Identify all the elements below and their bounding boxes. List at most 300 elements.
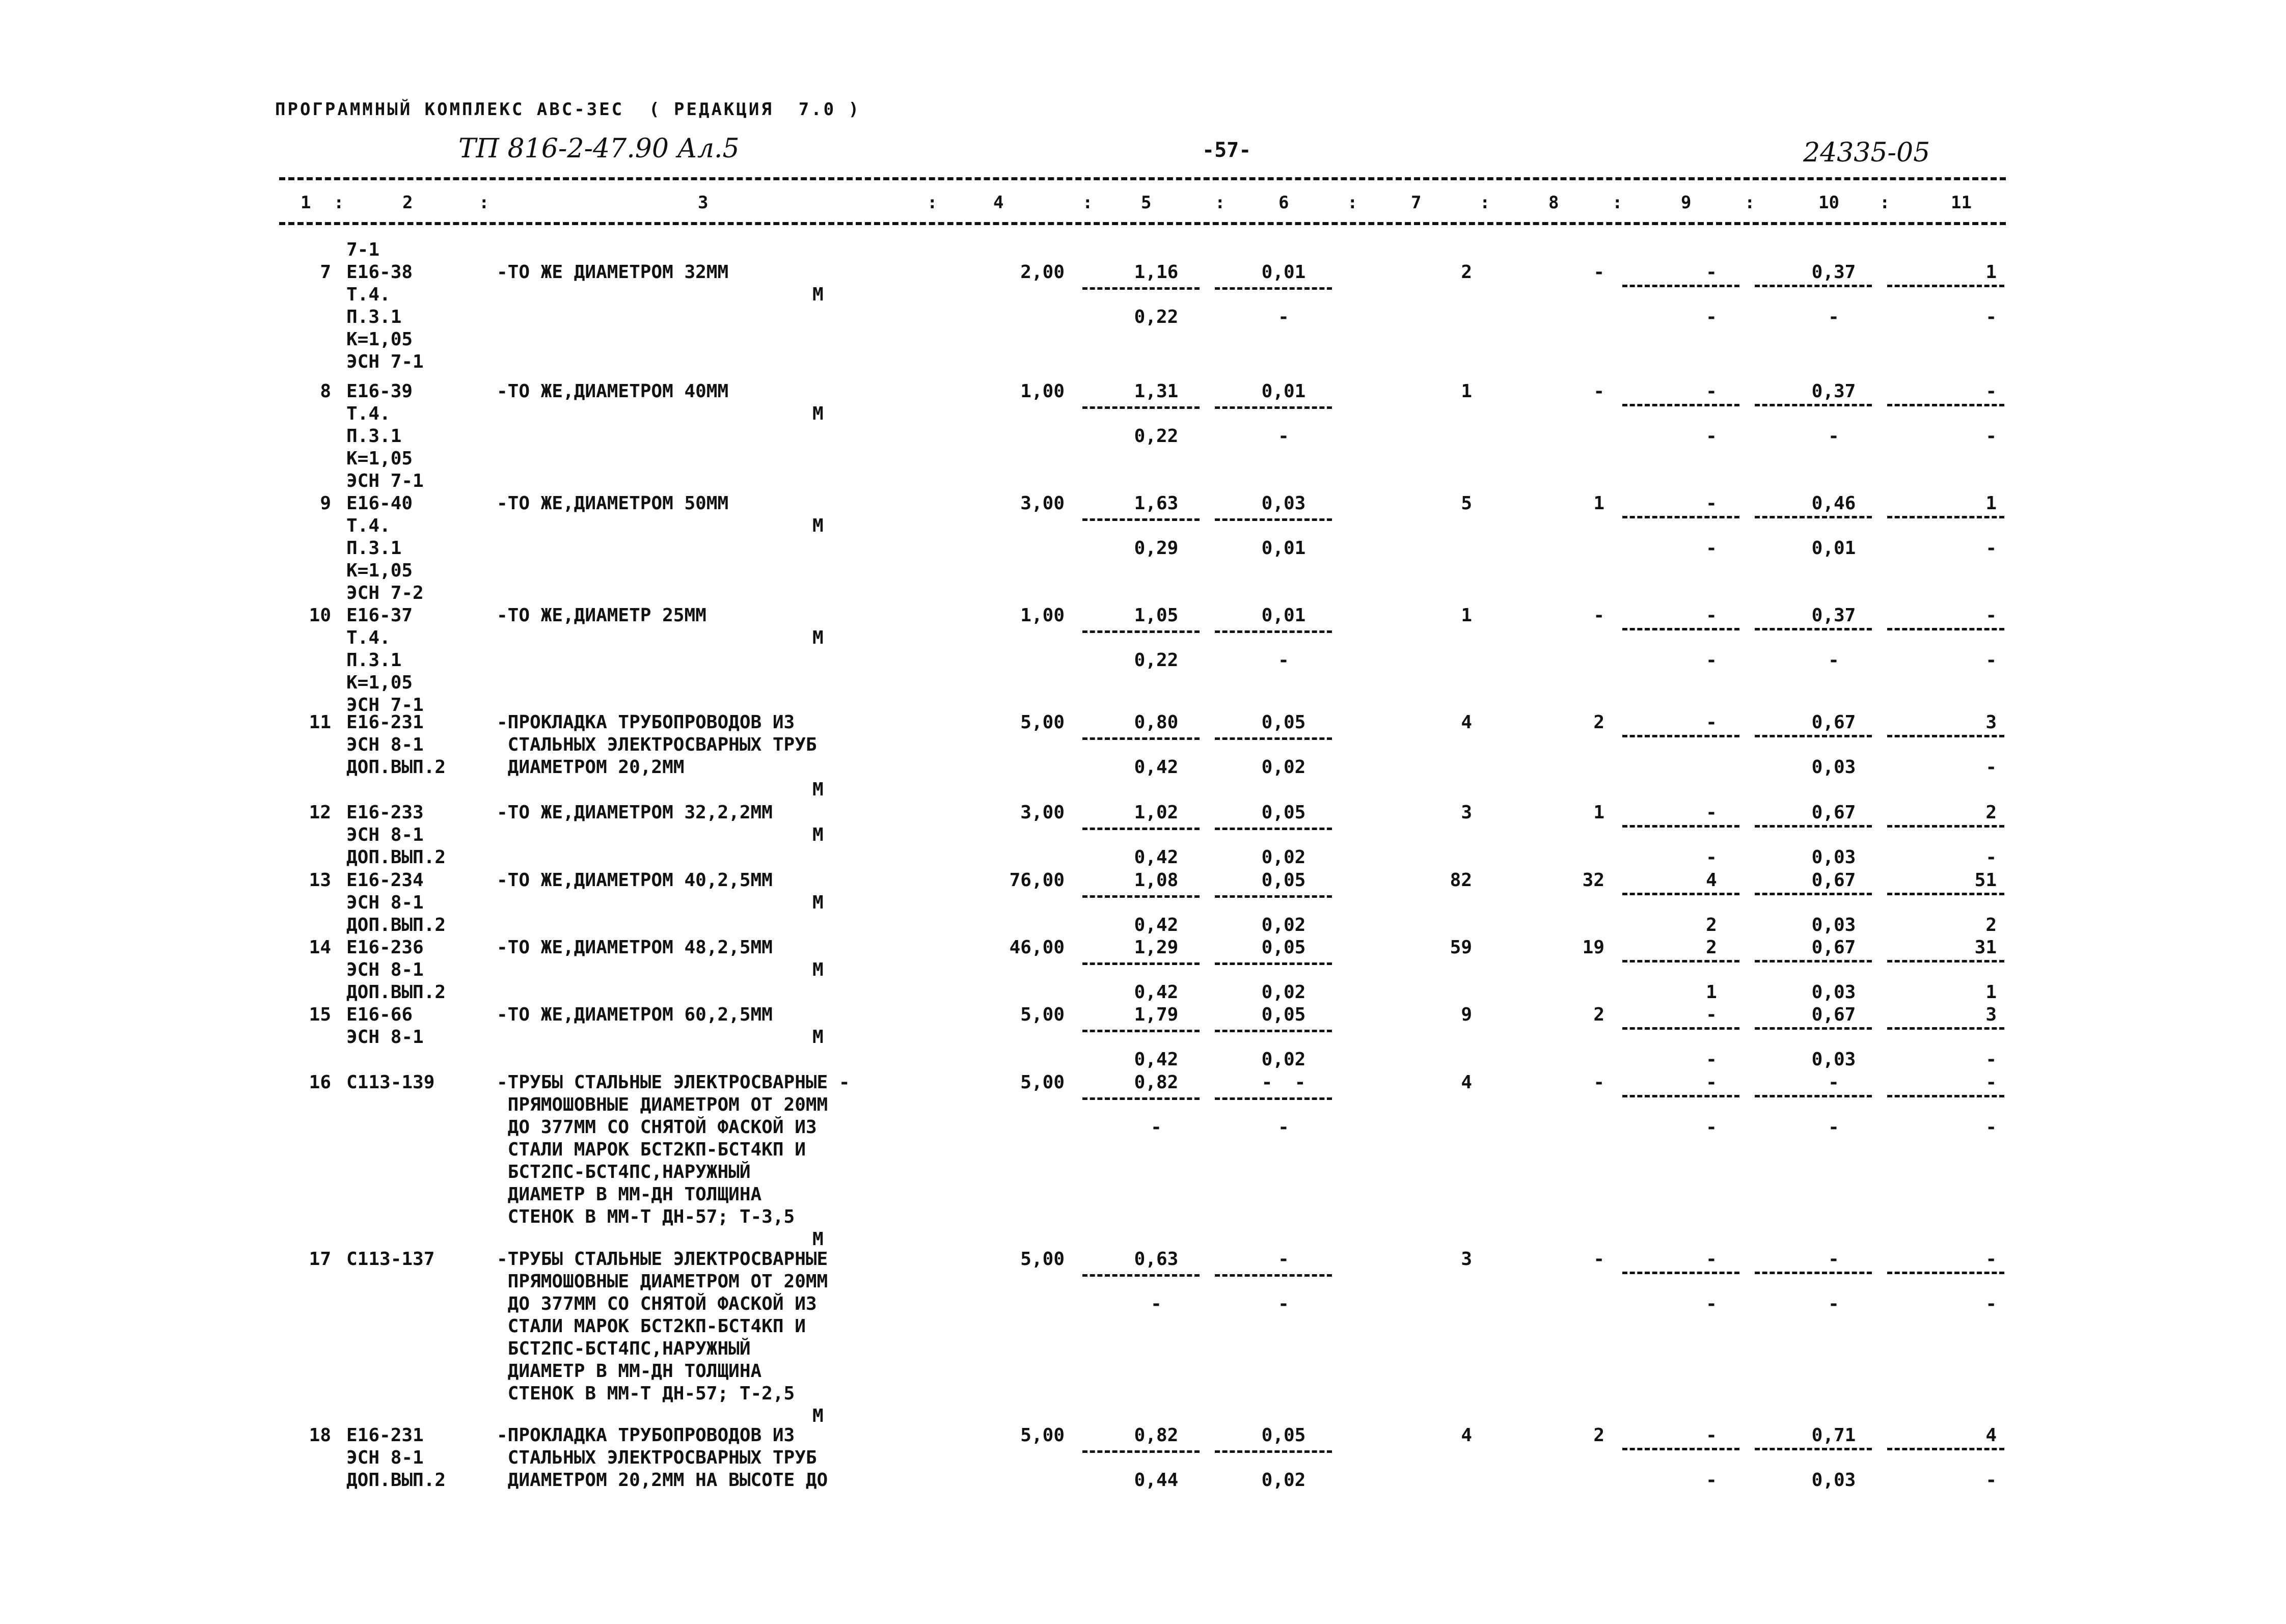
row-unit: М <box>812 892 824 913</box>
row-code: К=1,05 <box>346 448 413 469</box>
col9-lower: - <box>1706 650 1717 671</box>
split-rule <box>1215 1030 1332 1032</box>
col5-upper: 0,63 <box>1134 1249 1179 1270</box>
col6-lower: 0,02 <box>1261 915 1306 935</box>
col9-upper: - <box>1706 712 1717 733</box>
row-number: 12 <box>309 802 331 823</box>
column-separator: : <box>1347 192 1358 213</box>
col5-lower: 0,42 <box>1134 757 1179 778</box>
row-code: ЭСН 8-1 <box>346 892 424 913</box>
col4-quantity: 5,00 <box>1020 1249 1065 1270</box>
row-description: ДО 377ММ СО СНЯТОЙ ФАСКОЙ ИЗ <box>497 1293 817 1314</box>
col9-lower: - <box>1706 426 1717 447</box>
row-description: -ПРОКЛАДКА ТРУБОПРОВОДОВ ИЗ <box>497 712 795 733</box>
col11-lower: - <box>1985 538 1997 559</box>
split-rule <box>1755 825 1872 828</box>
row-unit: М <box>812 959 824 980</box>
col11-lower: - <box>1985 1117 1997 1138</box>
col5-upper: 1,02 <box>1134 802 1179 823</box>
split-rule <box>1215 406 1332 409</box>
row-unit: М <box>812 403 824 424</box>
col4-quantity: 1,00 <box>1020 605 1065 626</box>
col10-lower: 0,03 <box>1811 982 1856 1003</box>
column-number: 7 <box>1411 192 1422 213</box>
col11-lower: - <box>1985 1470 1997 1491</box>
col11-upper: - <box>1985 605 1997 626</box>
row-code: Е16-231 <box>346 1425 424 1446</box>
col9-lower: - <box>1706 1293 1717 1314</box>
row-number: 9 <box>320 493 331 514</box>
col4-quantity: 5,00 <box>1020 1004 1065 1025</box>
row-description: СТЕНОК В ММ-Т ДН-57; Т-2,5 <box>497 1383 795 1404</box>
col10-upper: 0,67 <box>1811 1004 1856 1025</box>
col7-value: 3 <box>1461 1249 1472 1270</box>
row-code: ЭСН 8-1 <box>346 824 424 845</box>
row-description: -ТО ЖЕ,ДИАМЕТР 25ММ <box>497 605 706 626</box>
split-rule <box>1887 735 2004 737</box>
row-code: ДОП.ВЫП.2 <box>346 982 446 1003</box>
col6-lower: 0,02 <box>1261 1049 1306 1070</box>
column-separator: : <box>334 192 344 213</box>
split-rule <box>1215 1450 1332 1453</box>
col4-quantity: 2,00 <box>1020 262 1065 283</box>
row-code: С113-137 <box>346 1249 435 1270</box>
split-rule <box>1887 516 2004 518</box>
col10-lower: 0,03 <box>1811 757 1856 778</box>
col10-upper: 0,46 <box>1811 493 1856 514</box>
row-description: БСТ2ПС-БСТ4ПС,НАРУЖНЫЙ <box>497 1162 751 1182</box>
split-rule <box>1215 1097 1332 1100</box>
row-unit: М <box>812 515 824 536</box>
col8-value: - <box>1593 605 1604 626</box>
header-top-rule <box>279 177 2006 180</box>
col8-value: 2 <box>1593 712 1604 733</box>
row-code: Е16-37 <box>346 605 413 626</box>
col5-lower: 0,22 <box>1134 426 1179 447</box>
column-number: 4 <box>993 192 1004 213</box>
row-code: ЭСН 8-1 <box>346 734 424 755</box>
column-number: 10 <box>1818 192 1839 213</box>
row-number: 10 <box>309 605 331 626</box>
col4-quantity: 1,00 <box>1020 381 1065 402</box>
split-rule <box>1622 404 1739 406</box>
col11-lower: - <box>1985 1293 1997 1314</box>
row-description: -ТО ЖЕ ДИАМЕТРОМ 32ММ <box>497 262 729 283</box>
row-description: СТАЛИ МАРОК БСТ2КП-БСТ4КП И <box>497 1139 806 1160</box>
split-rule <box>1755 285 1872 287</box>
split-rule <box>1755 628 1872 630</box>
col9-upper: - <box>1706 262 1717 283</box>
col11-upper: - <box>1985 1072 1997 1093</box>
col5-upper: 0,82 <box>1134 1072 1179 1093</box>
col8-value: 32 <box>1582 870 1604 891</box>
col11-upper: 2 <box>1985 802 1997 823</box>
column-separator: : <box>1745 192 1755 213</box>
col6-upper: 0,05 <box>1261 712 1306 733</box>
col10-upper: - <box>1828 1072 1839 1093</box>
col9-lower: - <box>1706 1049 1717 1070</box>
col4-quantity: 5,00 <box>1020 1072 1065 1093</box>
row-code: Е16-233 <box>346 802 424 823</box>
col10-lower: - <box>1828 1293 1839 1314</box>
col7-value: 9 <box>1461 1004 1472 1025</box>
split-rule <box>1215 962 1332 965</box>
col7-value: 5 <box>1461 493 1472 514</box>
row-code: П.3.1 <box>346 426 402 447</box>
row-code: Т.4. <box>346 627 391 648</box>
row-code: Е16-236 <box>346 937 424 958</box>
row-description: СТЕНОК В ММ-Т ДН-57; Т-3,5 <box>497 1206 795 1227</box>
col6-upper: 0,05 <box>1261 1004 1306 1025</box>
col8-value: 1 <box>1593 802 1604 823</box>
row-description: СТАЛЬНЫХ ЭЛЕКТРОСВАРНЫХ ТРУБ <box>497 734 817 755</box>
col11-upper: 51 <box>1974 870 1997 891</box>
row-code: К=1,05 <box>346 329 413 350</box>
row-unit: М <box>812 1027 824 1048</box>
col11-upper: - <box>1985 1249 1997 1270</box>
col6-upper: 0,05 <box>1261 937 1306 958</box>
col6-upper: 0,05 <box>1261 870 1306 891</box>
col5-upper: 0,80 <box>1134 712 1179 733</box>
row-code: ЭСН 7-2 <box>346 583 424 603</box>
row-description: ПРЯМОШОВНЫЕ ДИАМЕТРОМ ОТ 20ММ <box>497 1271 828 1292</box>
split-rule <box>1082 737 1200 740</box>
row-code: К=1,05 <box>346 672 413 693</box>
col6-lower: - <box>1278 307 1289 327</box>
column-number: 1 <box>301 192 311 213</box>
col10-upper: 0,37 <box>1811 605 1856 626</box>
col8-value: - <box>1593 262 1604 283</box>
column-separator: : <box>479 192 489 213</box>
col9-upper: 4 <box>1706 870 1717 891</box>
col5-upper: 1,63 <box>1134 493 1179 514</box>
col11-upper: 3 <box>1985 712 1997 733</box>
split-rule <box>1082 962 1200 965</box>
row-code: Е16-66 <box>346 1004 413 1025</box>
col7-value: 82 <box>1450 870 1472 891</box>
col6-lower: 0,02 <box>1261 982 1306 1003</box>
col8-value: 2 <box>1593 1425 1604 1446</box>
row-description: -ТО ЖЕ,ДИАМЕТРОМ 32,2,2ММ <box>497 802 773 823</box>
col6-lower: - <box>1278 650 1289 671</box>
col11-lower: - <box>1985 1049 1997 1070</box>
col7-value: 1 <box>1461 381 1472 402</box>
row-code: ЭСН 7-1 <box>346 351 424 372</box>
col9-lower: 1 <box>1706 982 1717 1003</box>
row-description: ДО 377ММ СО СНЯТОЙ ФАСКОЙ ИЗ <box>497 1117 817 1138</box>
col7-value: 2 <box>1461 262 1472 283</box>
col8-value: - <box>1593 1072 1604 1093</box>
col10-lower: 0,03 <box>1811 1470 1856 1491</box>
col10-upper: 0,67 <box>1811 870 1856 891</box>
column-separator: : <box>1880 192 1890 213</box>
column-separator: : <box>1082 192 1093 213</box>
row-number: 18 <box>309 1425 331 1446</box>
col4-quantity: 3,00 <box>1020 493 1065 514</box>
split-rule <box>1755 1095 1872 1097</box>
col5-upper: 1,29 <box>1134 937 1179 958</box>
row-code: Т.4. <box>346 515 391 536</box>
col9-upper: 2 <box>1706 937 1717 958</box>
row-code: П.3.1 <box>346 650 402 671</box>
split-rule <box>1755 516 1872 518</box>
col11-upper: 4 <box>1985 1425 1997 1446</box>
col10-lower: 0,03 <box>1811 1049 1856 1070</box>
split-rule <box>1622 628 1739 630</box>
col5-lower: 0,42 <box>1134 915 1179 935</box>
split-rule <box>1622 825 1739 828</box>
split-rule <box>1887 1448 2004 1450</box>
col9-upper: - <box>1706 493 1717 514</box>
split-rule <box>1082 406 1200 409</box>
row-code: 7-1 <box>346 239 380 260</box>
col10-upper: 0,71 <box>1811 1425 1856 1446</box>
column-separator: : <box>1215 192 1226 213</box>
col11-lower: - <box>1985 847 1997 868</box>
col5-lower: 0,42 <box>1134 982 1179 1003</box>
row-code: ДОП.ВЫП.2 <box>346 1470 446 1491</box>
col11-lower: - <box>1985 307 1997 327</box>
col9-lower: - <box>1706 847 1717 868</box>
split-rule <box>1622 960 1739 962</box>
col10-lower: 0,03 <box>1811 847 1856 868</box>
split-rule <box>1755 1448 1872 1450</box>
row-code: К=1,05 <box>346 560 413 581</box>
col5-upper: 0,82 <box>1134 1425 1179 1446</box>
split-rule <box>1082 287 1200 290</box>
col7-value: 59 <box>1450 937 1472 958</box>
split-rule <box>1887 1272 2004 1274</box>
split-rule <box>1215 630 1332 633</box>
row-code: ЭСН 8-1 <box>346 1447 424 1468</box>
row-description: ПРЯМОШОВНЫЕ ДИАМЕТРОМ ОТ 20ММ <box>497 1094 828 1115</box>
col6-lower: 0,01 <box>1261 538 1306 559</box>
col5-lower: 0,29 <box>1134 538 1179 559</box>
row-number: 16 <box>309 1072 331 1093</box>
row-number: 14 <box>309 937 331 958</box>
row-code: Е16-39 <box>346 381 413 402</box>
program-header: ПРОГРАММНЫЙ КОМПЛЕКС АВС-3ЕС ( РЕДАКЦИЯ 7.0 ) <box>275 99 861 120</box>
row-code: ЭСН 7-1 <box>346 471 424 491</box>
col6-upper: - - <box>1261 1072 1306 1093</box>
row-code: ДОП.ВЫП.2 <box>346 915 446 935</box>
col9-lower: 2 <box>1706 915 1717 935</box>
col11-upper: - <box>1985 381 1997 402</box>
row-description: ДИАМЕТР В ММ-ДН ТОЛЩИНА <box>497 1361 762 1382</box>
col4-quantity: 46,00 <box>1009 937 1065 958</box>
col10-lower: - <box>1828 1117 1839 1138</box>
column-separator: : <box>927 192 938 213</box>
col6-upper: 0,05 <box>1261 1425 1306 1446</box>
col9-lower: - <box>1706 538 1717 559</box>
split-rule <box>1622 1272 1739 1274</box>
split-rule <box>1215 737 1332 740</box>
row-unit: М <box>812 1406 824 1426</box>
split-rule <box>1887 404 2004 406</box>
col9-upper: - <box>1706 1072 1717 1093</box>
col7-value: 1 <box>1461 605 1472 626</box>
split-rule <box>1082 1450 1200 1453</box>
col8-value: - <box>1593 381 1604 402</box>
col4-quantity: 5,00 <box>1020 712 1065 733</box>
split-rule <box>1622 1095 1739 1097</box>
split-rule <box>1887 285 2004 287</box>
column-number: 6 <box>1278 192 1289 213</box>
col11-lower: 2 <box>1985 915 1997 935</box>
col6-lower: 0,02 <box>1261 1470 1306 1491</box>
col9-upper: - <box>1706 605 1717 626</box>
col10-lower: 0,03 <box>1811 915 1856 935</box>
row-code: Е16-40 <box>346 493 413 514</box>
col6-upper: - <box>1278 1249 1289 1270</box>
document-stamp: 24335-05 <box>1803 137 1930 168</box>
row-description: -ТО ЖЕ,ДИАМЕТРОМ 40,2,5ММ <box>497 870 773 891</box>
col9-lower: - <box>1706 307 1717 327</box>
row-code: П.3.1 <box>346 307 402 327</box>
col7-value: 3 <box>1461 802 1472 823</box>
column-number: 2 <box>402 192 413 213</box>
row-code: ЭСН 7-1 <box>346 695 424 715</box>
split-rule <box>1215 828 1332 830</box>
column-separator: : <box>1480 192 1490 213</box>
row-code: Е16-231 <box>346 712 424 733</box>
col5-lower: 0,22 <box>1134 650 1179 671</box>
col10-lower: - <box>1828 426 1839 447</box>
split-rule <box>1082 518 1200 521</box>
column-number: 8 <box>1548 192 1559 213</box>
col8-value: 2 <box>1593 1004 1604 1025</box>
row-number: 8 <box>320 381 331 402</box>
col6-upper: 0,01 <box>1261 605 1306 626</box>
col10-upper: 0,37 <box>1811 262 1856 283</box>
row-description: СТАЛЬНЫХ ЭЛЕКТРОСВАРНЫХ ТРУБ <box>497 1447 817 1468</box>
split-rule <box>1755 735 1872 737</box>
row-code: ЭСН 8-1 <box>346 959 424 980</box>
col4-quantity: 3,00 <box>1020 802 1065 823</box>
split-rule <box>1215 1274 1332 1277</box>
col11-upper: 31 <box>1974 937 1997 958</box>
col10-lower: - <box>1828 307 1839 327</box>
row-description: ДИАМЕТРОМ 20,2ММ НА ВЫСОТЕ ДО <box>497 1470 828 1491</box>
split-rule <box>1622 285 1739 287</box>
row-code: Е16-38 <box>346 262 413 283</box>
col10-upper: 0,37 <box>1811 381 1856 402</box>
page-number: -57- <box>1202 139 1251 162</box>
col5-upper: 1,79 <box>1134 1004 1179 1025</box>
row-code: ДОП.ВЫП.2 <box>346 847 446 868</box>
split-rule <box>1082 895 1200 898</box>
col9-upper: - <box>1706 1425 1717 1446</box>
split-rule <box>1622 1448 1739 1450</box>
col11-upper: 1 <box>1985 493 1997 514</box>
row-description: -ТО ЖЕ,ДИАМЕТРОМ 48,2,5ММ <box>497 937 773 958</box>
split-rule <box>1215 895 1332 898</box>
col6-lower: - <box>1278 426 1289 447</box>
row-code: Т.4. <box>346 284 391 305</box>
split-rule <box>1082 630 1200 633</box>
split-rule <box>1887 628 2004 630</box>
row-number: 15 <box>309 1004 331 1025</box>
split-rule <box>1082 1097 1200 1100</box>
split-rule <box>1755 1027 1872 1030</box>
col6-lower: 0,02 <box>1261 847 1306 868</box>
col5-lower: - <box>1151 1117 1162 1138</box>
split-rule <box>1887 960 2004 962</box>
col9-upper: - <box>1706 802 1717 823</box>
col5-upper: 1,08 <box>1134 870 1179 891</box>
col4-quantity: 5,00 <box>1020 1425 1065 1446</box>
row-code: ЭСН 8-1 <box>346 1027 424 1048</box>
split-rule <box>1082 1030 1200 1032</box>
col6-upper: 0,03 <box>1261 493 1306 514</box>
col6-lower: - <box>1278 1293 1289 1314</box>
col5-upper: 1,16 <box>1134 262 1179 283</box>
col5-lower: 0,42 <box>1134 1049 1179 1070</box>
col6-upper: 0,05 <box>1261 802 1306 823</box>
split-rule <box>1082 1274 1200 1277</box>
row-unit: М <box>812 824 824 845</box>
row-unit: М <box>812 284 824 305</box>
row-number: 17 <box>309 1249 331 1270</box>
split-rule <box>1215 518 1332 521</box>
col10-upper: - <box>1828 1249 1839 1270</box>
row-code: Т.4. <box>346 403 391 424</box>
col11-lower: - <box>1985 757 1997 778</box>
col9-lower: - <box>1706 1470 1717 1491</box>
column-number: 3 <box>698 192 709 213</box>
col7-value: 4 <box>1461 1072 1472 1093</box>
col6-lower: - <box>1278 1117 1289 1138</box>
split-rule <box>1887 825 2004 828</box>
row-code: П.3.1 <box>346 538 402 559</box>
col5-upper: 1,31 <box>1134 381 1179 402</box>
row-description: -ТО ЖЕ,ДИАМЕТРОМ 40ММ <box>497 381 729 402</box>
row-code: ДОП.ВЫП.2 <box>346 757 446 778</box>
row-unit: М <box>812 779 824 800</box>
col8-value: 1 <box>1593 493 1604 514</box>
col6-upper: 0,01 <box>1261 381 1306 402</box>
row-description: БСТ2ПС-БСТ4ПС,НАРУЖНЫЙ <box>497 1338 751 1359</box>
header-bottom-rule <box>279 222 2006 225</box>
split-rule <box>1215 287 1332 290</box>
split-rule <box>1755 1272 1872 1274</box>
col10-upper: 0,67 <box>1811 802 1856 823</box>
split-rule <box>1082 828 1200 830</box>
col9-upper: - <box>1706 381 1717 402</box>
split-rule <box>1887 1095 2004 1097</box>
col10-lower: 0,01 <box>1811 538 1856 559</box>
split-rule <box>1755 893 1872 895</box>
row-description: -ТРУБЫ СТАЛЬНЫЕ ЭЛЕКТРОСВАРНЫЕ <box>497 1249 828 1270</box>
col11-lower: - <box>1985 426 1997 447</box>
row-unit: М <box>812 627 824 648</box>
split-rule <box>1622 1027 1739 1030</box>
col4-quantity: 76,00 <box>1009 870 1065 891</box>
row-number: 13 <box>309 870 331 891</box>
col7-value: 4 <box>1461 1425 1472 1446</box>
split-rule <box>1622 735 1739 737</box>
col7-value: 4 <box>1461 712 1472 733</box>
row-description: СТАЛИ МАРОК БСТ2КП-БСТ4КП И <box>497 1316 806 1337</box>
row-description: ДИАМЕТРОМ 20,2ММ <box>497 757 685 778</box>
col9-upper: - <box>1706 1249 1717 1270</box>
row-number: 11 <box>309 712 331 733</box>
col9-upper: - <box>1706 1004 1717 1025</box>
column-separator: : <box>1612 192 1623 213</box>
col5-lower: - <box>1151 1293 1162 1314</box>
split-rule <box>1755 960 1872 962</box>
col9-lower: - <box>1706 1117 1717 1138</box>
